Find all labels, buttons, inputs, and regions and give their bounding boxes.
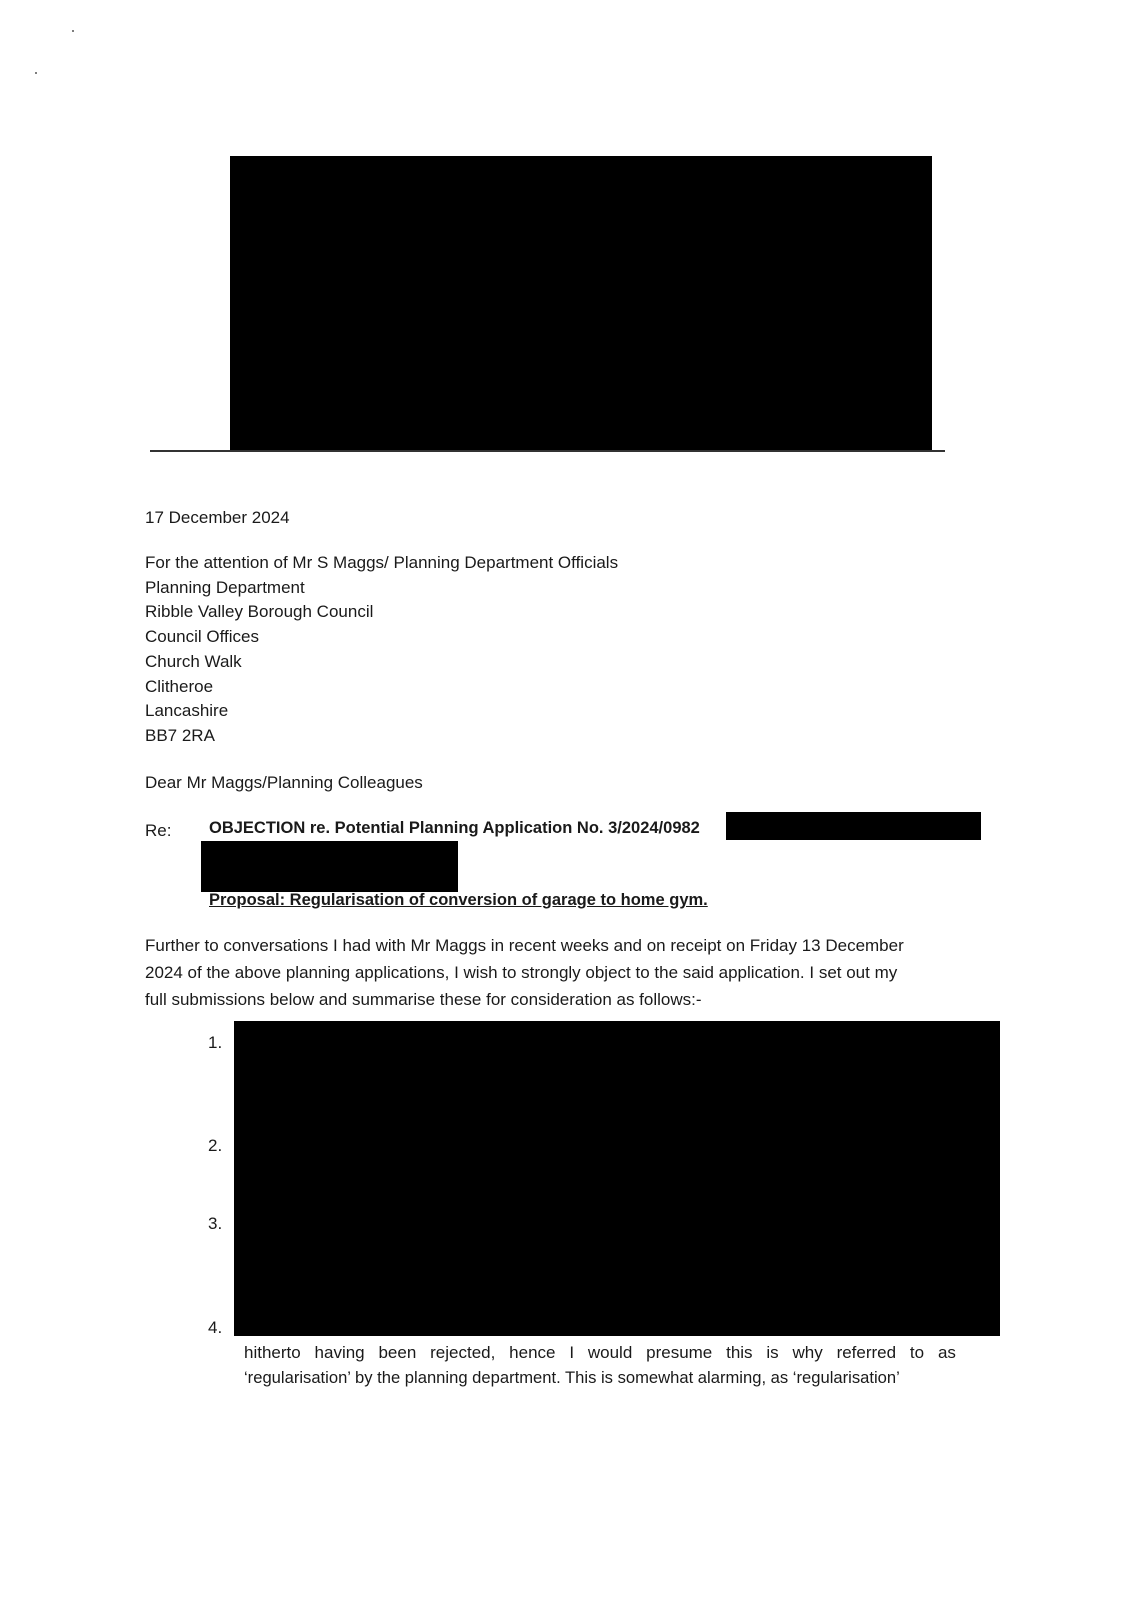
list-number: 4. bbox=[208, 1318, 223, 1337]
word: rejected, bbox=[430, 1343, 496, 1362]
address-line: For the attention of Mr S Maggs/ Planning Department Officials bbox=[145, 553, 619, 572]
address-line: BB7 2RA bbox=[145, 725, 215, 745]
word: hence bbox=[509, 1343, 556, 1362]
address-line: Ribble Valley Borough Council bbox=[145, 602, 374, 622]
address-line: Clitheroe bbox=[145, 676, 214, 696]
list-number: 3. bbox=[208, 1214, 223, 1233]
intro-line: full submissions below and summarise these for consideration as follows:- bbox=[145, 990, 702, 1009]
list-number: 1. bbox=[208, 1033, 223, 1052]
continuation-line: ‘regularisation’ by the planning department. This is somewhat alarming, as ‘regularisation’ bbox=[244, 1368, 900, 1387]
word: I bbox=[569, 1343, 575, 1362]
word: referred bbox=[836, 1343, 897, 1362]
word: as bbox=[937, 1343, 956, 1362]
word: this bbox=[726, 1343, 753, 1362]
list-number: 2. bbox=[208, 1136, 223, 1155]
word: why bbox=[792, 1343, 823, 1362]
address-line: Lancashire bbox=[145, 701, 229, 721]
subject-title: OBJECTION re. Potential Planning Application No. 3/2024/0982 bbox=[209, 819, 700, 837]
word: hitherto bbox=[244, 1343, 301, 1362]
list-redaction bbox=[234, 1021, 1000, 1336]
intro-line: 2024 of the above planning applications, I wish to strongly object to the said application. I set out my bbox=[145, 963, 898, 982]
letterhead-redaction bbox=[230, 156, 932, 450]
salutation: Dear Mr Maggs/Planning Colleagues bbox=[145, 773, 423, 792]
word: been bbox=[378, 1343, 417, 1362]
letterhead-rule bbox=[150, 450, 945, 452]
proposal-line: Proposal: Regularisation of conversion of garage to home gym. bbox=[209, 891, 708, 909]
continuation-line bbox=[244, 1340, 956, 1365]
subject-redaction-2 bbox=[201, 841, 458, 892]
word: would bbox=[587, 1343, 633, 1362]
re-label: Re: bbox=[145, 821, 172, 840]
intro-paragraph bbox=[145, 932, 957, 1013]
word: having bbox=[314, 1343, 365, 1362]
address-line: Church Walk bbox=[145, 651, 242, 671]
subject-redaction bbox=[726, 812, 981, 840]
letter-date: 17 December 2024 bbox=[145, 508, 290, 527]
word: is bbox=[766, 1343, 779, 1362]
word: to bbox=[909, 1343, 925, 1362]
word: presume bbox=[646, 1343, 713, 1362]
intro-line: Further to conversations I had with Mr Maggs in recent weeks and on receipt on Friday 13 December bbox=[145, 936, 904, 955]
scan-speck bbox=[72, 30, 74, 32]
address-line: Planning Department bbox=[145, 577, 305, 597]
continuation-text bbox=[244, 1340, 956, 1390]
address-line: Council Offices bbox=[145, 627, 260, 647]
recipient-address bbox=[145, 551, 618, 749]
scan-speck bbox=[35, 72, 37, 74]
